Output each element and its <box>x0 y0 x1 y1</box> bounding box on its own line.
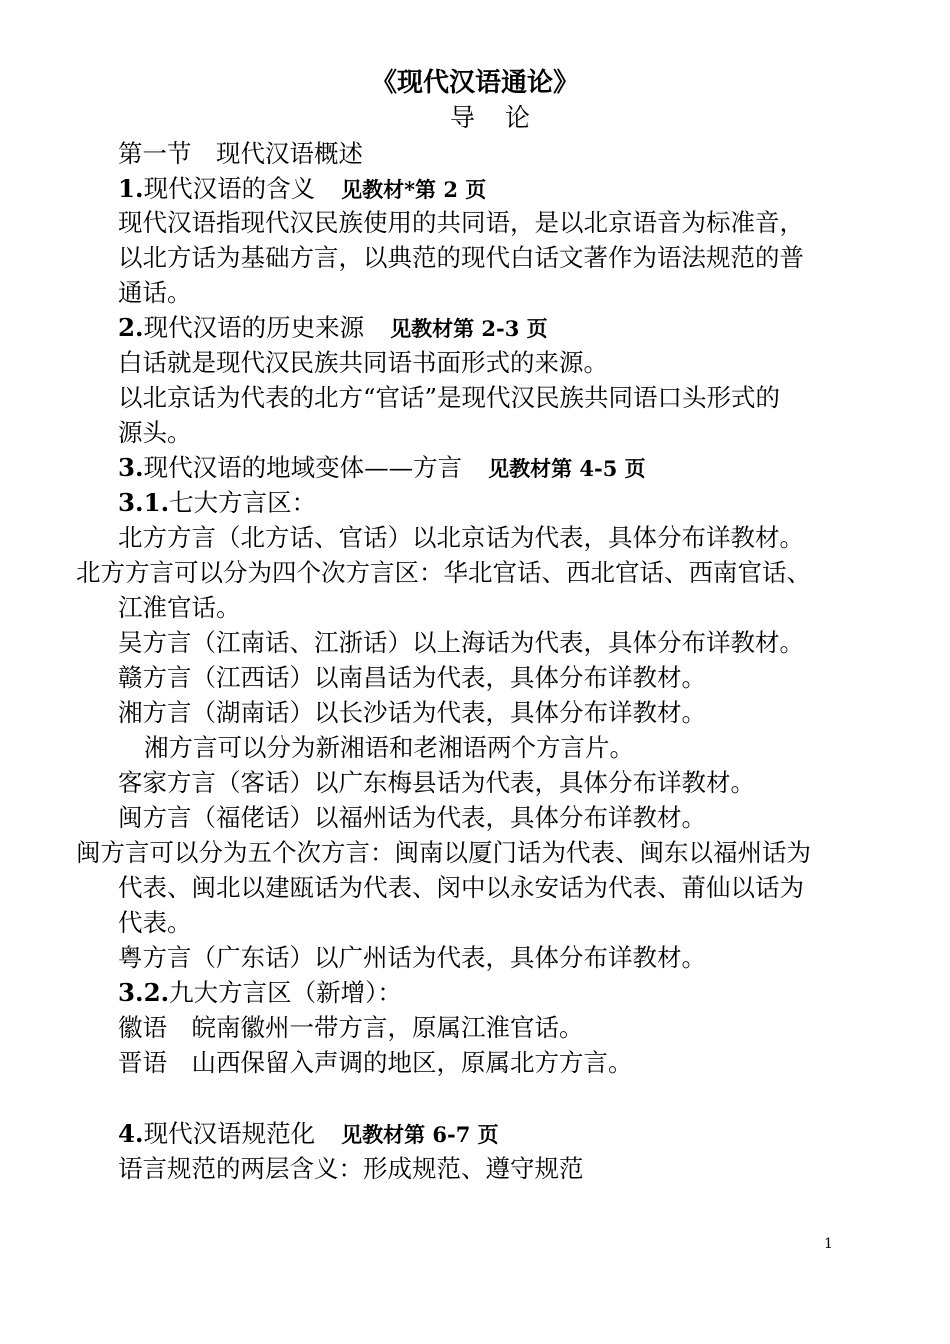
item-1-heading <box>118 171 486 207</box>
item-title: 现代汉语的地域变体——方言 <box>143 453 463 482</box>
item-number: 3.1. <box>118 488 170 517</box>
dialect-hui: 徽语 皖南徽州一带方言，原属江淮官话。 <box>118 1013 584 1042</box>
dialect-kejia: 客家方言（客话）以广东梅县话为代表，具体分布详教材。 <box>118 768 755 797</box>
item-3-heading <box>118 450 646 486</box>
dialect-min-sub: 代表。 <box>118 908 192 937</box>
paragraph-line: 白话就是现代汉民族共同语书面形式的来源。 <box>118 348 608 377</box>
paragraph-line: 以北京话为代表的北方“官话”是现代汉民族共同语口头形式的 <box>118 383 781 412</box>
paragraph-line: 语言规范的两层含义：形成规范、遵守规范 <box>118 1154 584 1183</box>
dialect-min-sub: 闽方言可以分为五个次方言：闽南以厦门话为代表、闽东以福州话为 <box>76 838 811 867</box>
dialect-beifang-sub: 江淮官话。 <box>118 593 241 622</box>
textbook-reference: 见教材第 4-5 页 <box>488 456 646 481</box>
paragraph-line: 源头。 <box>118 418 192 447</box>
textbook-reference: 见教材*第 2 页 <box>341 177 487 202</box>
dialect-beifang-sub: 北方方言可以分为四个次方言区：华北官话、西北官话、西南官话、 <box>76 558 811 587</box>
dialect-xiang-sub: 湘方言可以分为新湘语和老湘语两个方言片。 <box>144 733 634 762</box>
item-4-heading <box>118 1116 499 1152</box>
dialect-min-sub: 代表、闽北以建瓯话为代表、闵中以永安话为代表、莆仙以话为 <box>118 873 804 902</box>
dialect-jin: 晋语 山西保留入声调的地区，原属北方方言。 <box>118 1048 633 1077</box>
paragraph-line: 以北方话为基础方言，以典范的现代白话文著作为语法规范的普 <box>118 243 804 272</box>
dialect-xiang: 湘方言（湖南话）以长沙话为代表，具体分布详教材。 <box>118 698 706 727</box>
item-number: 2. <box>118 313 144 342</box>
textbook-reference: 见教材第 6-7 页 <box>341 1122 499 1147</box>
item-title: 九大方言区（新增）： <box>169 978 402 1007</box>
item-3-1-heading <box>118 485 316 520</box>
dialect-min: 闽方言（福佬话）以福州话为代表，具体分布详教材。 <box>118 803 706 832</box>
item-number: 3. <box>118 453 144 482</box>
chapter-subtitle: 导论 <box>449 103 560 132</box>
paragraph-line: 现代汉语指现代汉民族使用的共同语，是以北京语音为标准音， <box>118 208 804 237</box>
item-title: 现代汉语的历史来源 <box>143 313 365 342</box>
item-number: 1. <box>118 174 144 203</box>
dialect-wu: 吴方言（江南话、江浙话）以上海话为代表，具体分布详教材。 <box>118 628 804 657</box>
section-heading: 第一节 现代汉语概述 <box>118 139 363 168</box>
item-title: 现代汉语规范化 <box>143 1119 316 1148</box>
item-title: 七大方言区： <box>169 488 317 517</box>
item-number: 3.2. <box>118 978 170 1007</box>
dialect-beifang: 北方方言（北方话、官话）以北京话为代表，具体分布详教材。 <box>118 523 804 552</box>
textbook-reference: 见教材第 2-3 页 <box>390 316 548 341</box>
dialect-gan: 赣方言（江西话）以南昌话为代表，具体分布详教材。 <box>118 663 706 692</box>
item-2-heading <box>118 310 548 346</box>
item-number: 4. <box>118 1119 144 1148</box>
dialect-yue: 粤方言（广东话）以广州话为代表，具体分布详教材。 <box>118 943 706 972</box>
item-3-2-heading <box>118 975 402 1010</box>
item-title: 现代汉语的含义 <box>143 174 316 203</box>
page-number: 1 <box>824 1236 833 1252</box>
document-title: 《现代汉语通论》 <box>370 68 579 98</box>
paragraph-line: 通话。 <box>118 278 192 307</box>
